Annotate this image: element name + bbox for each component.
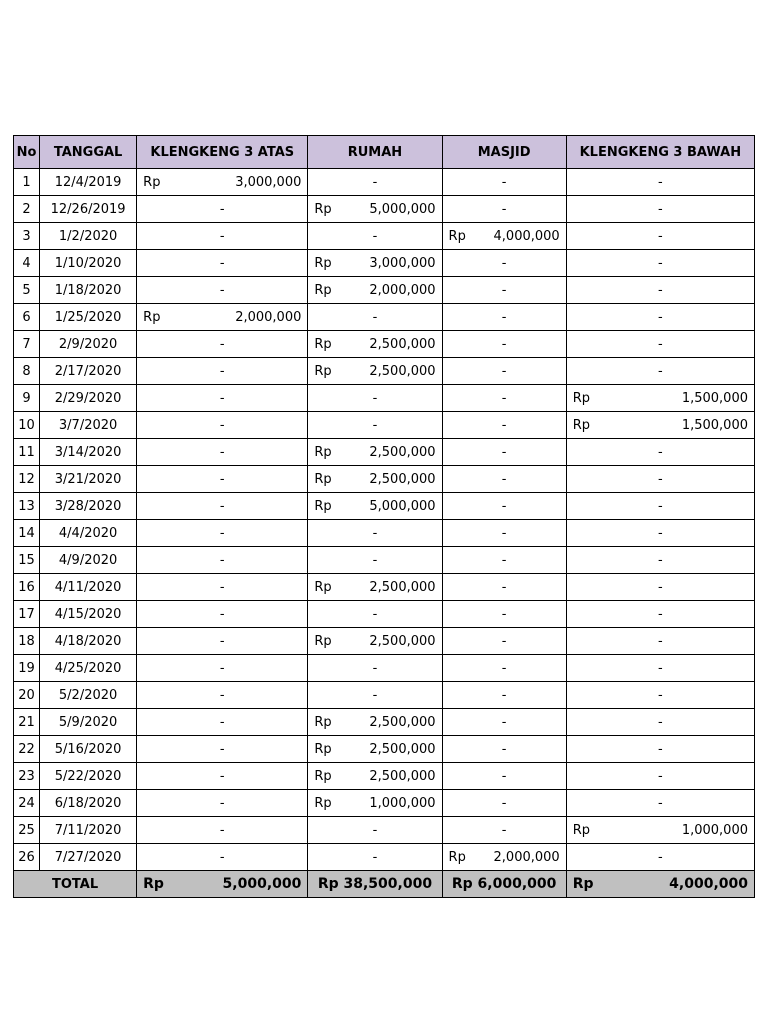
amount: 1,000,000 (681, 822, 748, 838)
cell-tanggal: 4/11/2020 (40, 574, 137, 601)
cell-rumah: - (308, 844, 442, 871)
cell-klengkeng-bawah (566, 385, 754, 412)
cell-tanggal: 3/14/2020 (40, 439, 137, 466)
cell-no: 24 (14, 790, 40, 817)
amount: 2,000,000 (369, 282, 436, 298)
cell-klengkeng-bawah: - (566, 331, 754, 358)
table-row (14, 412, 755, 439)
cell-tanggal: 12/26/2019 (40, 196, 137, 223)
amount: 3,000,000 (235, 174, 302, 190)
amount: 2,000,000 (235, 309, 302, 325)
cell-klengkeng-bawah: - (566, 844, 754, 871)
cell-tanggal: 4/25/2020 (40, 655, 137, 682)
currency-label: Rp (314, 768, 332, 784)
cell-klengkeng-bawah: - (566, 601, 754, 628)
cell-klengkeng-atas: - (137, 493, 308, 520)
table-row (14, 331, 755, 358)
currency-label: Rp (448, 849, 466, 865)
cell-tanggal: 4/18/2020 (40, 628, 137, 655)
cell-klengkeng-atas: - (137, 223, 308, 250)
cell-no: 26 (14, 844, 40, 871)
table-row (14, 520, 755, 547)
cell-klengkeng-bawah: - (566, 682, 754, 709)
cell-klengkeng-atas: - (137, 358, 308, 385)
cell-rumah (308, 574, 442, 601)
cell-no: 10 (14, 412, 40, 439)
cell-klengkeng-bawah: - (566, 304, 754, 331)
cell-masjid: - (442, 250, 566, 277)
currency-label: Rp (314, 471, 332, 487)
cell-tanggal: 7/27/2020 (40, 844, 137, 871)
cell-rumah (308, 628, 442, 655)
currency-label: Rp (448, 228, 466, 244)
cell-klengkeng-bawah: - (566, 763, 754, 790)
amount: 2,000,000 (493, 849, 560, 865)
total-klengkeng-bawah (566, 871, 754, 898)
cell-no: 9 (14, 385, 40, 412)
total-klengkeng-atas (137, 871, 308, 898)
cell-klengkeng-atas: - (137, 520, 308, 547)
currency-label: Rp (572, 417, 590, 433)
total-masjid: Rp 6,000,000 (442, 871, 566, 898)
cell-no: 22 (14, 736, 40, 763)
currency-label: Rp (314, 336, 332, 352)
cell-klengkeng-bawah: - (566, 736, 754, 763)
cell-no: 7 (14, 331, 40, 358)
table-row (14, 277, 755, 304)
cell-masjid: - (442, 304, 566, 331)
cell-tanggal: 3/7/2020 (40, 412, 137, 439)
cell-klengkeng-atas: - (137, 574, 308, 601)
cell-klengkeng-atas: - (137, 385, 308, 412)
cell-klengkeng-bawah: - (566, 466, 754, 493)
cell-rumah (308, 790, 442, 817)
currency-label: Rp (314, 201, 332, 217)
currency-label: Rp (314, 579, 332, 595)
cell-masjid (442, 223, 566, 250)
cell-masjid: - (442, 466, 566, 493)
cell-no: 18 (14, 628, 40, 655)
amount: 2,500,000 (369, 741, 436, 757)
cell-masjid: - (442, 547, 566, 574)
cell-tanggal: 2/9/2020 (40, 331, 137, 358)
cell-klengkeng-bawah: - (566, 628, 754, 655)
amount: 4,000,000 (669, 876, 748, 892)
cell-tanggal: 2/29/2020 (40, 385, 137, 412)
cell-masjid (442, 844, 566, 871)
cell-rumah: - (308, 682, 442, 709)
cell-masjid: - (442, 790, 566, 817)
amount: 2,500,000 (369, 768, 436, 784)
cell-tanggal: 3/21/2020 (40, 466, 137, 493)
table-row (14, 250, 755, 277)
header-no: No (14, 136, 40, 169)
cell-rumah: - (308, 223, 442, 250)
currency-label: Rp (572, 876, 594, 892)
table-row (14, 817, 755, 844)
cell-klengkeng-atas: - (137, 196, 308, 223)
table-row (14, 358, 755, 385)
cell-rumah: - (308, 385, 442, 412)
cell-no: 1 (14, 169, 40, 196)
cell-no: 6 (14, 304, 40, 331)
cell-rumah: - (308, 520, 442, 547)
currency-label: Rp (314, 795, 332, 811)
cell-klengkeng-bawah: - (566, 277, 754, 304)
table-row (14, 844, 755, 871)
cell-klengkeng-atas (137, 304, 308, 331)
cell-tanggal: 5/2/2020 (40, 682, 137, 709)
cell-klengkeng-bawah (566, 817, 754, 844)
amount: 2,500,000 (369, 633, 436, 649)
cell-masjid: - (442, 169, 566, 196)
table-body (14, 169, 755, 871)
table-row (14, 628, 755, 655)
cell-rumah (308, 358, 442, 385)
table-row (14, 223, 755, 250)
cell-tanggal: 7/11/2020 (40, 817, 137, 844)
amount: 2,500,000 (369, 444, 436, 460)
cell-rumah: - (308, 655, 442, 682)
currency-label: Rp (314, 741, 332, 757)
cell-masjid: - (442, 817, 566, 844)
cell-klengkeng-bawah: - (566, 709, 754, 736)
cell-klengkeng-atas: - (137, 763, 308, 790)
cell-klengkeng-atas (137, 169, 308, 196)
cell-rumah (308, 466, 442, 493)
cell-no: 13 (14, 493, 40, 520)
amount: 1,500,000 (681, 390, 748, 406)
cell-tanggal: 4/15/2020 (40, 601, 137, 628)
table-row (14, 736, 755, 763)
cell-rumah: - (308, 412, 442, 439)
currency-label: Rp (314, 498, 332, 514)
payment-table (13, 135, 755, 898)
amount: 2,500,000 (369, 579, 436, 595)
cell-masjid: - (442, 682, 566, 709)
cell-masjid: - (442, 493, 566, 520)
cell-tanggal: 6/18/2020 (40, 790, 137, 817)
cell-masjid: - (442, 439, 566, 466)
cell-rumah: - (308, 601, 442, 628)
cell-klengkeng-bawah: - (566, 574, 754, 601)
table-row (14, 574, 755, 601)
table-row (14, 790, 755, 817)
cell-no: 12 (14, 466, 40, 493)
currency-label: Rp (314, 255, 332, 271)
cell-tanggal: 1/25/2020 (40, 304, 137, 331)
cell-no: 16 (14, 574, 40, 601)
cell-rumah: - (308, 304, 442, 331)
cell-masjid: - (442, 358, 566, 385)
currency-label: Rp (314, 444, 332, 460)
cell-no: 2 (14, 196, 40, 223)
currency-label: Rp (143, 309, 161, 325)
amount: 2,500,000 (369, 336, 436, 352)
cell-no: 19 (14, 655, 40, 682)
table-row (14, 601, 755, 628)
cell-masjid: - (442, 736, 566, 763)
cell-klengkeng-atas: - (137, 277, 308, 304)
currency-label: Rp (572, 822, 590, 838)
cell-no: 14 (14, 520, 40, 547)
cell-klengkeng-bawah (566, 412, 754, 439)
cell-masjid: - (442, 655, 566, 682)
cell-no: 17 (14, 601, 40, 628)
cell-no: 15 (14, 547, 40, 574)
cell-rumah (308, 439, 442, 466)
header-klengkeng-atas: KLENGKENG 3 ATAS (137, 136, 308, 169)
currency-label: Rp (143, 174, 161, 190)
cell-klengkeng-bawah: - (566, 520, 754, 547)
table-row (14, 655, 755, 682)
cell-tanggal: 12/4/2019 (40, 169, 137, 196)
currency-label: Rp (143, 876, 164, 892)
header-row (14, 136, 755, 169)
table-row (14, 709, 755, 736)
cell-klengkeng-atas: - (137, 817, 308, 844)
cell-tanggal: 5/9/2020 (40, 709, 137, 736)
currency-label: Rp (314, 363, 332, 379)
cell-klengkeng-bawah: - (566, 196, 754, 223)
amount: 3,000,000 (369, 255, 436, 271)
amount: 5,000,000 (222, 876, 302, 892)
cell-klengkeng-atas: - (137, 682, 308, 709)
cell-no: 20 (14, 682, 40, 709)
cell-rumah (308, 709, 442, 736)
cell-masjid: - (442, 277, 566, 304)
currency-label: Rp (314, 633, 332, 649)
cell-masjid: - (442, 628, 566, 655)
cell-no: 11 (14, 439, 40, 466)
table-row (14, 493, 755, 520)
currency-label: Rp (572, 390, 590, 406)
cell-tanggal: 3/28/2020 (40, 493, 137, 520)
cell-klengkeng-atas: - (137, 709, 308, 736)
cell-no: 21 (14, 709, 40, 736)
cell-klengkeng-bawah: - (566, 250, 754, 277)
cell-tanggal: 1/10/2020 (40, 250, 137, 277)
header-rumah: RUMAH (308, 136, 442, 169)
cell-no: 25 (14, 817, 40, 844)
cell-rumah: - (308, 169, 442, 196)
table-row (14, 547, 755, 574)
cell-rumah (308, 763, 442, 790)
amount: 5,000,000 (369, 201, 436, 217)
cell-masjid: - (442, 709, 566, 736)
cell-tanggal: 5/16/2020 (40, 736, 137, 763)
cell-tanggal: 4/9/2020 (40, 547, 137, 574)
cell-no: 3 (14, 223, 40, 250)
cell-masjid: - (442, 385, 566, 412)
cell-no: 5 (14, 277, 40, 304)
cell-klengkeng-bawah: - (566, 358, 754, 385)
cell-rumah (308, 277, 442, 304)
cell-masjid: - (442, 196, 566, 223)
amount: 2,500,000 (369, 363, 436, 379)
cell-tanggal: 1/2/2020 (40, 223, 137, 250)
cell-rumah (308, 493, 442, 520)
cell-klengkeng-atas: - (137, 655, 308, 682)
cell-klengkeng-atas: - (137, 331, 308, 358)
cell-rumah (308, 331, 442, 358)
table-row (14, 304, 755, 331)
cell-klengkeng-bawah: - (566, 547, 754, 574)
cell-klengkeng-atas: - (137, 790, 308, 817)
cell-masjid: - (442, 520, 566, 547)
cell-masjid: - (442, 331, 566, 358)
cell-klengkeng-atas: - (137, 412, 308, 439)
cell-rumah (308, 736, 442, 763)
cell-klengkeng-atas: - (137, 466, 308, 493)
table-row (14, 763, 755, 790)
cell-klengkeng-atas: - (137, 601, 308, 628)
cell-klengkeng-bawah: - (566, 493, 754, 520)
table-row (14, 466, 755, 493)
cell-klengkeng-bawah: - (566, 655, 754, 682)
cell-masjid: - (442, 412, 566, 439)
total-row (14, 871, 755, 898)
cell-no: 23 (14, 763, 40, 790)
amount: 2,500,000 (369, 471, 436, 487)
header-masjid: MASJID (442, 136, 566, 169)
cell-klengkeng-atas: - (137, 547, 308, 574)
amount: 1,500,000 (681, 417, 748, 433)
cell-tanggal: 1/18/2020 (40, 277, 137, 304)
table-row (14, 385, 755, 412)
cell-masjid: - (442, 763, 566, 790)
table-row (14, 196, 755, 223)
cell-klengkeng-bawah: - (566, 223, 754, 250)
cell-tanggal: 5/22/2020 (40, 763, 137, 790)
cell-rumah: - (308, 817, 442, 844)
amount: 1,000,000 (369, 795, 436, 811)
cell-klengkeng-atas: - (137, 844, 308, 871)
cell-masjid: - (442, 601, 566, 628)
cell-tanggal: 4/4/2020 (40, 520, 137, 547)
header-klengkeng-bawah: KLENGKENG 3 BAWAH (566, 136, 754, 169)
amount: 2,500,000 (369, 714, 436, 730)
cell-klengkeng-bawah: - (566, 439, 754, 466)
cell-rumah (308, 250, 442, 277)
amount: 4,000,000 (493, 228, 560, 244)
table-row (14, 682, 755, 709)
header-tanggal: TANGGAL (40, 136, 137, 169)
cell-rumah: - (308, 547, 442, 574)
total-label: TOTAL (14, 871, 137, 898)
cell-klengkeng-bawah: - (566, 169, 754, 196)
currency-label: Rp (314, 714, 332, 730)
table-row (14, 439, 755, 466)
cell-klengkeng-atas: - (137, 439, 308, 466)
cell-rumah (308, 196, 442, 223)
table-row (14, 169, 755, 196)
amount: 5,000,000 (369, 498, 436, 514)
currency-label: Rp (314, 282, 332, 298)
cell-masjid: - (442, 574, 566, 601)
cell-klengkeng-atas: - (137, 736, 308, 763)
cell-no: 4 (14, 250, 40, 277)
cell-klengkeng-atas: - (137, 250, 308, 277)
cell-klengkeng-atas: - (137, 628, 308, 655)
total-rumah: Rp 38,500,000 (308, 871, 442, 898)
cell-no: 8 (14, 358, 40, 385)
cell-tanggal: 2/17/2020 (40, 358, 137, 385)
cell-klengkeng-bawah: - (566, 790, 754, 817)
